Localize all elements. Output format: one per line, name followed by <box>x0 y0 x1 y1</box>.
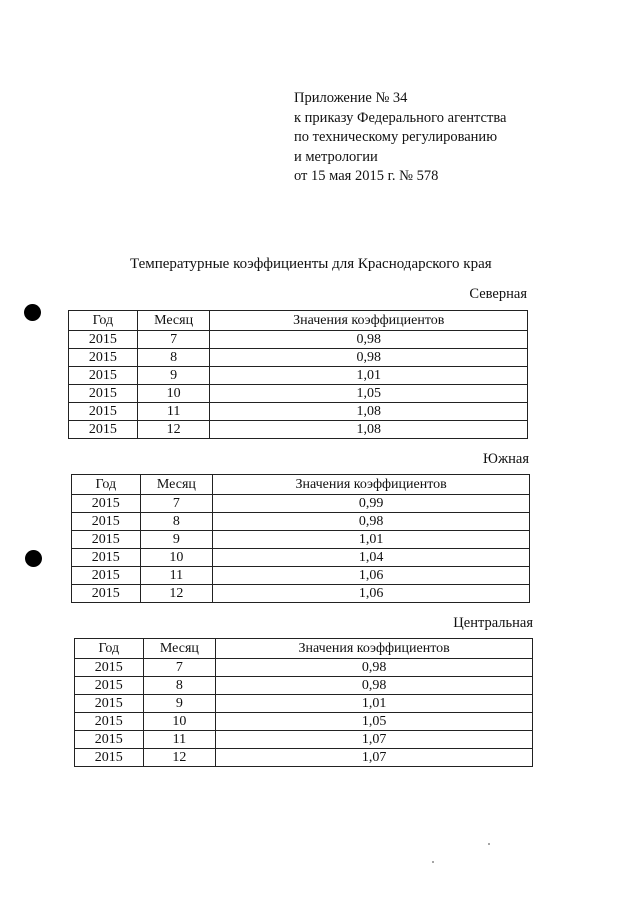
scan-speck <box>488 843 490 845</box>
column-header-month: Месяц <box>143 639 216 659</box>
cell-month: 11 <box>143 731 216 749</box>
cell-value: 0,98 <box>216 677 533 695</box>
cell-month: 8 <box>137 349 210 367</box>
cell-month: 10 <box>143 713 216 731</box>
cell-value: 1,08 <box>210 421 528 439</box>
cell-year: 2015 <box>72 549 141 567</box>
table-row <box>75 695 533 713</box>
annex-line-1: Приложение № 34 <box>294 90 408 106</box>
cell-year: 2015 <box>69 421 138 439</box>
cell-value: 1,05 <box>210 385 528 403</box>
table-header-row <box>72 475 530 495</box>
cell-value: 1,07 <box>216 749 533 767</box>
cell-year: 2015 <box>75 659 144 677</box>
table-row <box>69 367 528 385</box>
cell-year: 2015 <box>72 495 141 513</box>
zone-label-south: Южная <box>483 451 529 467</box>
cell-month: 9 <box>143 695 216 713</box>
table-row <box>75 713 533 731</box>
cell-value: 0,99 <box>213 495 530 513</box>
cell-year: 2015 <box>72 531 141 549</box>
cell-year: 2015 <box>75 749 144 767</box>
cell-value: 1,06 <box>213 585 530 603</box>
cell-value: 1,01 <box>213 531 530 549</box>
table-row <box>69 403 528 421</box>
cell-value: 1,04 <box>213 549 530 567</box>
annex-header <box>294 89 506 187</box>
cell-month: 10 <box>137 385 210 403</box>
cell-month: 8 <box>143 677 216 695</box>
coefficients-table-central <box>74 638 533 767</box>
column-header-value: Значения коэффициентов <box>213 475 530 495</box>
table-header-row <box>75 639 533 659</box>
zone-label-north: Северная <box>469 286 527 302</box>
column-header-year: Год <box>75 639 144 659</box>
column-header-value: Значения коэффициентов <box>210 311 528 331</box>
cell-month: 9 <box>140 531 213 549</box>
column-header-year: Год <box>72 475 141 495</box>
cell-year: 2015 <box>72 513 141 531</box>
column-header-value: Значения коэффициентов <box>216 639 533 659</box>
cell-value: 0,98 <box>216 659 533 677</box>
cell-month: 12 <box>140 585 213 603</box>
cell-value: 1,01 <box>210 367 528 385</box>
cell-month: 7 <box>140 495 213 513</box>
cell-value: 0,98 <box>213 513 530 531</box>
cell-value: 1,01 <box>216 695 533 713</box>
cell-month: 11 <box>140 567 213 585</box>
table-row <box>69 421 528 439</box>
cell-month: 7 <box>137 331 210 349</box>
cell-month: 8 <box>140 513 213 531</box>
cell-year: 2015 <box>72 585 141 603</box>
coefficients-table-north <box>68 310 528 439</box>
table-row <box>72 585 530 603</box>
cell-year: 2015 <box>69 367 138 385</box>
punch-hole-bottom <box>25 550 42 567</box>
cell-value: 1,07 <box>216 731 533 749</box>
table-row <box>72 549 530 567</box>
coefficients-table-south <box>71 474 530 603</box>
annex-line-4: и метрологии <box>294 148 378 165</box>
cell-month: 7 <box>143 659 216 677</box>
zone-label-central: Центральная <box>453 615 533 631</box>
table-row <box>69 349 528 367</box>
cell-value: 1,06 <box>213 567 530 585</box>
column-header-year: Год <box>69 311 138 331</box>
cell-month: 9 <box>137 367 210 385</box>
annex-line-5: от 15 мая 2015 г. № 578 <box>294 168 439 185</box>
annex-line-3: по техническому регулированию <box>294 129 498 146</box>
column-header-month: Месяц <box>137 311 210 331</box>
table-row <box>72 567 530 585</box>
cell-year: 2015 <box>75 695 144 713</box>
table-row <box>69 331 528 349</box>
table-row <box>75 749 533 767</box>
cell-value: 0,98 <box>210 331 528 349</box>
punch-hole-top <box>24 304 41 321</box>
document-title: Температурные коэффициенты для Краснодарского края <box>130 256 492 272</box>
cell-value: 1,05 <box>216 713 533 731</box>
table-row <box>69 385 528 403</box>
cell-year: 2015 <box>72 567 141 585</box>
cell-year: 2015 <box>75 731 144 749</box>
table-row <box>72 495 530 513</box>
table-row <box>72 513 530 531</box>
cell-year: 2015 <box>69 349 138 367</box>
table-row <box>75 731 533 749</box>
cell-month: 11 <box>137 403 210 421</box>
cell-month: 10 <box>140 549 213 567</box>
table-header-row <box>69 311 528 331</box>
cell-value: 0,98 <box>210 349 528 367</box>
cell-year: 2015 <box>69 403 138 421</box>
cell-month: 12 <box>137 421 210 439</box>
table-row <box>72 531 530 549</box>
annex-line-2: к приказу Федерального агентства <box>294 109 507 126</box>
column-header-month: Месяц <box>140 475 213 495</box>
cell-month: 12 <box>143 749 216 767</box>
table-row <box>75 659 533 677</box>
cell-year: 2015 <box>69 331 138 349</box>
cell-year: 2015 <box>75 713 144 731</box>
scan-speck <box>432 861 434 863</box>
cell-year: 2015 <box>75 677 144 695</box>
cell-value: 1,08 <box>210 403 528 421</box>
cell-year: 2015 <box>69 385 138 403</box>
table-row <box>75 677 533 695</box>
